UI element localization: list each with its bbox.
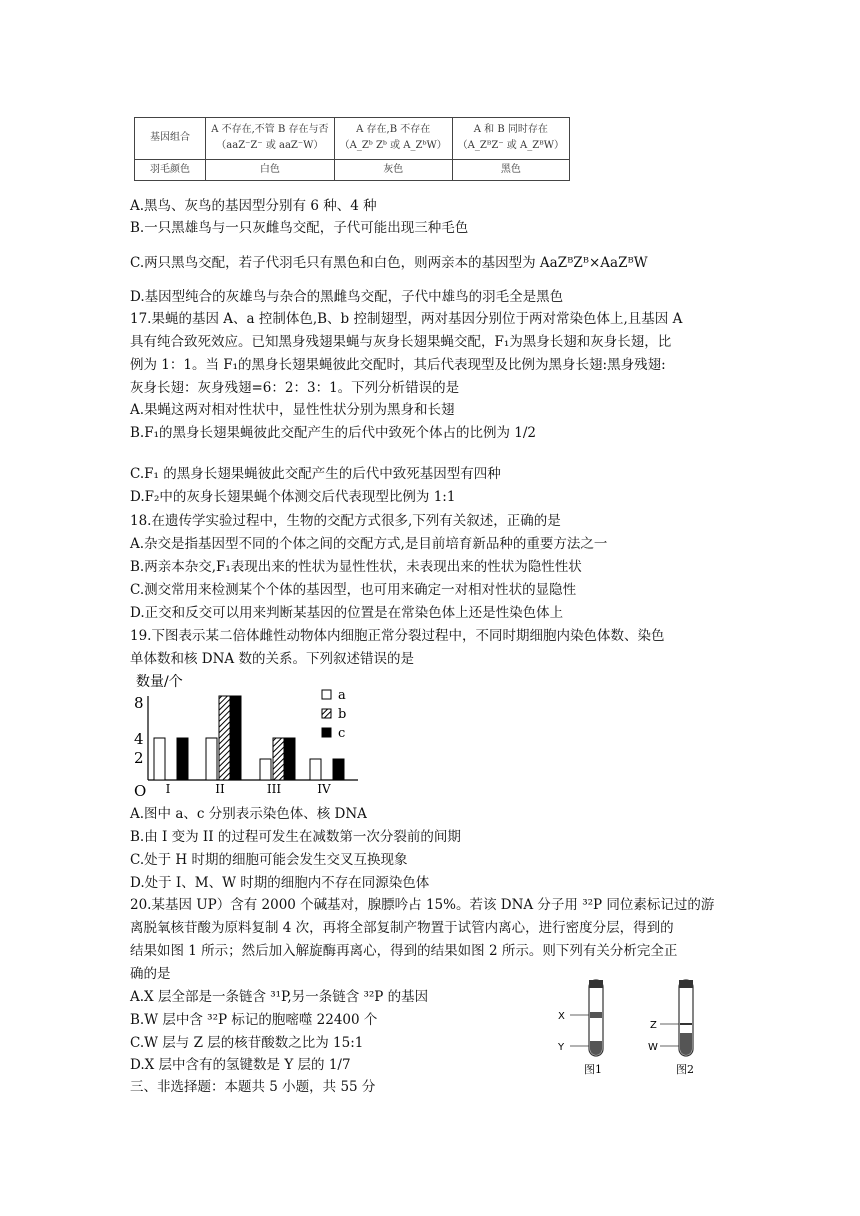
bar-a-IV [310, 759, 321, 780]
header-subtext: （A_ZᴮZ⁻ 或 A_ZᴮW） [457, 140, 565, 152]
fig2-caption: 图2 [676, 1063, 694, 1076]
bar-a-I [154, 738, 165, 780]
bar-a-II [206, 738, 217, 780]
option-d-q16: D.基因型纯合的灰雄鸟与杂合的黑雌鸟交配，子代中雄鸟的羽毛全是黑色 [130, 289, 564, 305]
table-header-row [135, 118, 570, 160]
tube-2 [648, 980, 694, 1076]
option-b-q19: B.由 I 变为 II 的过程可发生在减数第一次分裂前的间期 [130, 829, 461, 845]
table-cell: 灰色 [334, 159, 452, 180]
table-header-cell [452, 118, 569, 160]
legend-swatch-c [322, 728, 331, 737]
header-text: A 不存在,不管 B 存在与否 [211, 124, 329, 136]
question-17-text: 灰身长翅：灰身残翅=6：2：3：1。下列分析错误的是 [130, 380, 460, 396]
bar-b-II [219, 696, 230, 780]
bar-c-IV [333, 759, 344, 780]
band-label-w: W [648, 1042, 658, 1053]
option-b-q16: B.一只黑雄鸟与一只灰雌鸟交配，子代可能出现三种毛色 [130, 220, 469, 236]
legend [322, 688, 346, 741]
bar-a-III [260, 759, 271, 780]
genotype-table [134, 117, 570, 181]
x-ticks-group [166, 782, 331, 796]
table-header-cell [206, 118, 335, 160]
band-label-x: X [558, 1011, 565, 1022]
question-20: 20.某基因 UP）含有 2000 个碱基对，腺膘吟占 15%。若该 DNA 分子用 ³²P 同位素标记过的游 [130, 897, 715, 913]
option-a-q16: A.黑鸟、灰鸟的基因型分别有 6 种、4 种 [130, 198, 377, 214]
question-17-text: 具有纯合致死效应。已知黑身残翅果蝇与灰身长翅果蝇交配，F₁为黑身长翅和灰身长翅，比 [130, 334, 672, 350]
table-cell: 黑色 [452, 159, 569, 180]
bar-c-III [284, 738, 295, 780]
option-a-q18: A.杂交是指基因型不同的个体之间的交配方式,是目前培育新品种的重要方法之一 [130, 536, 608, 552]
table-cell: 白色 [206, 159, 335, 180]
header-subtext: （aaZ⁻Z⁻ 或 aaZ⁻W） [216, 140, 324, 152]
bar-c-I [177, 738, 188, 780]
option-a-q19: A.图中 a、c 分别表示染色体、核 DNA [130, 806, 367, 822]
option-c-q16: C.两只黑鸟交配，若子代羽毛只有黑色和白色，则两亲本的基因型为 AaZᴮZᴮ×AaZᴮW [130, 255, 648, 271]
option-d-q19: D.处于 I、M、W 时期的细胞内不存在同源染色体 [130, 875, 430, 891]
y-tick-label: 4 [134, 730, 144, 748]
chart-ylabel: 数量/个 [136, 674, 183, 690]
x-tick-label: III [266, 782, 282, 796]
option-c-q18: C.测交常用来检测某个个体的基因型，也可用来确定一对相对性状的显隐性 [130, 582, 577, 598]
table-header-cell: 基因组合 [135, 118, 206, 160]
question-20-text: 结果如图 1 所示；然后加入解旋酶再离心，得到的结果如图 2 所示。则下列有关分析完全正 [130, 943, 678, 959]
x-tick-label: II [215, 782, 225, 796]
y-tick-label: 8 [134, 694, 144, 712]
option-d-q17: D.F₂中的灰身长翅果蝇个体测交后代表现型比例为 1:1 [130, 489, 456, 505]
tube-1 [557, 980, 603, 1076]
question-20-text: 离脱氧核苷酸为原料复制 4 次，再将全部复制产物置于试管内离心，进行密度分层，得到的 [130, 920, 674, 936]
option-d-q20: D.X 层中含有的氢键数是 Y 层的 1/7 [130, 1057, 351, 1073]
band-label-y: Y [558, 1042, 565, 1053]
option-b-q20: B.W 层中含 ³²P 标记的胞嘧噬 22400 个 [130, 1012, 378, 1028]
bar-b-III [273, 738, 284, 780]
section-heading: 三、非选择题：本题共 5 小题，共 55 分 [130, 1079, 376, 1095]
legend-label: c [338, 726, 346, 741]
fig1-caption: 图1 [584, 1063, 602, 1076]
option-c-q19: C.处于 H 时期的细胞可能会发生交叉互换现象 [130, 852, 408, 868]
option-b-q17: B.F₁的黑身长翅果蝇彼此交配产生的后代中致死个体占的比例为 1/2 [130, 425, 537, 441]
legend-swatch-b [322, 709, 331, 718]
header-subtext: （A_Zᵇ Zᵇ 或 A_ZᵇW） [339, 140, 447, 152]
header-text: A 存在,B 不存在 [356, 124, 431, 136]
question-18: 18.在遗传学实验过程中，生物的交配方式很多,下列有关叙述，正确的是 [130, 513, 561, 529]
centrifuge-tubes-figure [548, 975, 728, 1080]
table-row [135, 159, 570, 180]
question-19-text: 单体数和核 DNA 数的关系。下列叙述错误的是 [130, 651, 414, 667]
legend-label: b [338, 707, 347, 722]
option-b-q18: B.两亲本杂交,F₁表现出来的性状为显性性状，未表现出来的性状为隐性性状 [130, 559, 582, 575]
bar-chart [132, 672, 362, 800]
question-17: 17.果蝇的基因 A、a 控制体色,B、b 控制翅型，两对基因分别位于两对常染色体上,且基因 A [130, 311, 683, 327]
option-a-q20: A.X 层全部是一条链含 ³¹P,另一条链含 ³²P 的基因 [130, 989, 429, 1005]
x-tick-label: I [165, 782, 171, 796]
question-17-text: 例为 1：1。当 F₁的黑身长翅果蝇彼此交配时，其后代表现型及比例为黑身长翅:黑身残翅: [130, 357, 666, 373]
option-c-q17: C.F₁ 的黑身长翅果蝇彼此交配产生的后代中致死基因型有四种 [130, 466, 501, 482]
option-c-q20: C.W 层与 Z 层的核苷酸数之比为 15:1 [130, 1035, 364, 1051]
band-label-z: Z [650, 1020, 657, 1031]
table-header-cell [334, 118, 452, 160]
legend-swatch-a [322, 690, 331, 699]
legend-label: a [338, 688, 346, 703]
question-20-text: 确的是 [130, 966, 171, 982]
x-tick-label: IV [317, 782, 331, 796]
bars-group [154, 696, 347, 780]
chart-origin: O [134, 782, 147, 800]
header-text: A 和 B 同时存在 [473, 124, 548, 136]
question-19: 19.下图表示某二倍体雌性动物体内细胞正常分裂过程中，不同时期细胞内染色体数、染色 [130, 628, 665, 644]
option-a-q17: A.果蝇这两对相对性状中，显性性状分别为黑身和长翅 [130, 402, 455, 418]
bar-c-II [230, 696, 241, 780]
option-d-q18: D.正交和反交可以用来判断某基因的位置是在常染色体上还是性染色体上 [130, 605, 564, 621]
table-cell: 羽毛颜色 [135, 159, 206, 180]
y-tick-label: 2 [134, 749, 144, 767]
